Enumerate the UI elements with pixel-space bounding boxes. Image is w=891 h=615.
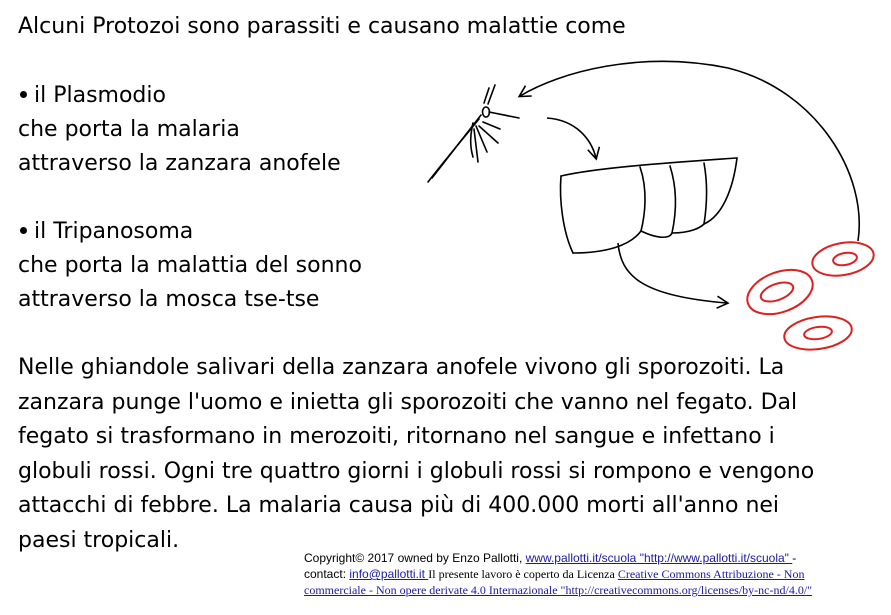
item-tripanosoma-line3: attraverso la mosca tse-tse: [18, 287, 320, 312]
email-link[interactable]: info@pallotti.it: [349, 567, 429, 581]
item-plasmodio-line2: che porta la malaria: [18, 117, 240, 142]
item-tripanosoma-name: il Tripanosoma: [18, 215, 193, 249]
liver-icon: [561, 158, 738, 253]
copyright-footer: Copyright© 2017 owned by Enzo Pallotti, www.pallotti.it/scuola "http://www.pallotti.it/scuola" - contact: info@pallotti.it Il presente lavoro è coperto da Licenza Creative Commons Attribuzione - Non commerciale - Non opere derivate 4.0 Internazionale "http://creativecommons.org/licenses/by-nc-nd/4.0/": [304, 551, 813, 597]
item-plasmodio-name: il Plasmodio: [18, 79, 166, 113]
intro-text: Alcuni Protozoi sono parassiti e causano malattie come: [18, 14, 626, 39]
site-link[interactable]: www.pallotti.it/scuola "http://www.pallotti.it/scuola": [525, 551, 793, 565]
arrow-icon: [547, 118, 596, 158]
arrow-icon: [618, 243, 727, 303]
license-link-continued[interactable]: commerciale - Non opere derivate 4.0 Internazionale "http://creativecommons.org/licenses/by-nc-nd/4.0/": [304, 583, 813, 597]
mosquito-icon: [428, 85, 519, 182]
arrow-icon: [520, 61, 859, 241]
item-plasmodio-line3: attraverso la zanzara anofele: [18, 151, 341, 176]
red-blood-cell-icon: [741, 238, 876, 354]
license-link[interactable]: Creative Commons Attribuzione - Non: [617, 567, 805, 581]
item-tripanosoma-line2: che porta la malattia del sonno: [18, 253, 362, 278]
malaria-description: Nelle ghiandole salivari della zanzara anofele vivono gli sporozoiti. La zanzara punge l'uomo e inietta gli sporozoiti che vanno nel fegato. Dal fegato si trasformano in merozoiti, ritornano nel sangue e infettano i globuli rossi. Ogni tre quattro giorni i globuli rossi si rompono e vengono attacchi di febbre. La malaria causa più di 400.000 morti all'anno nei paesi tropicali.: [18, 355, 815, 553]
